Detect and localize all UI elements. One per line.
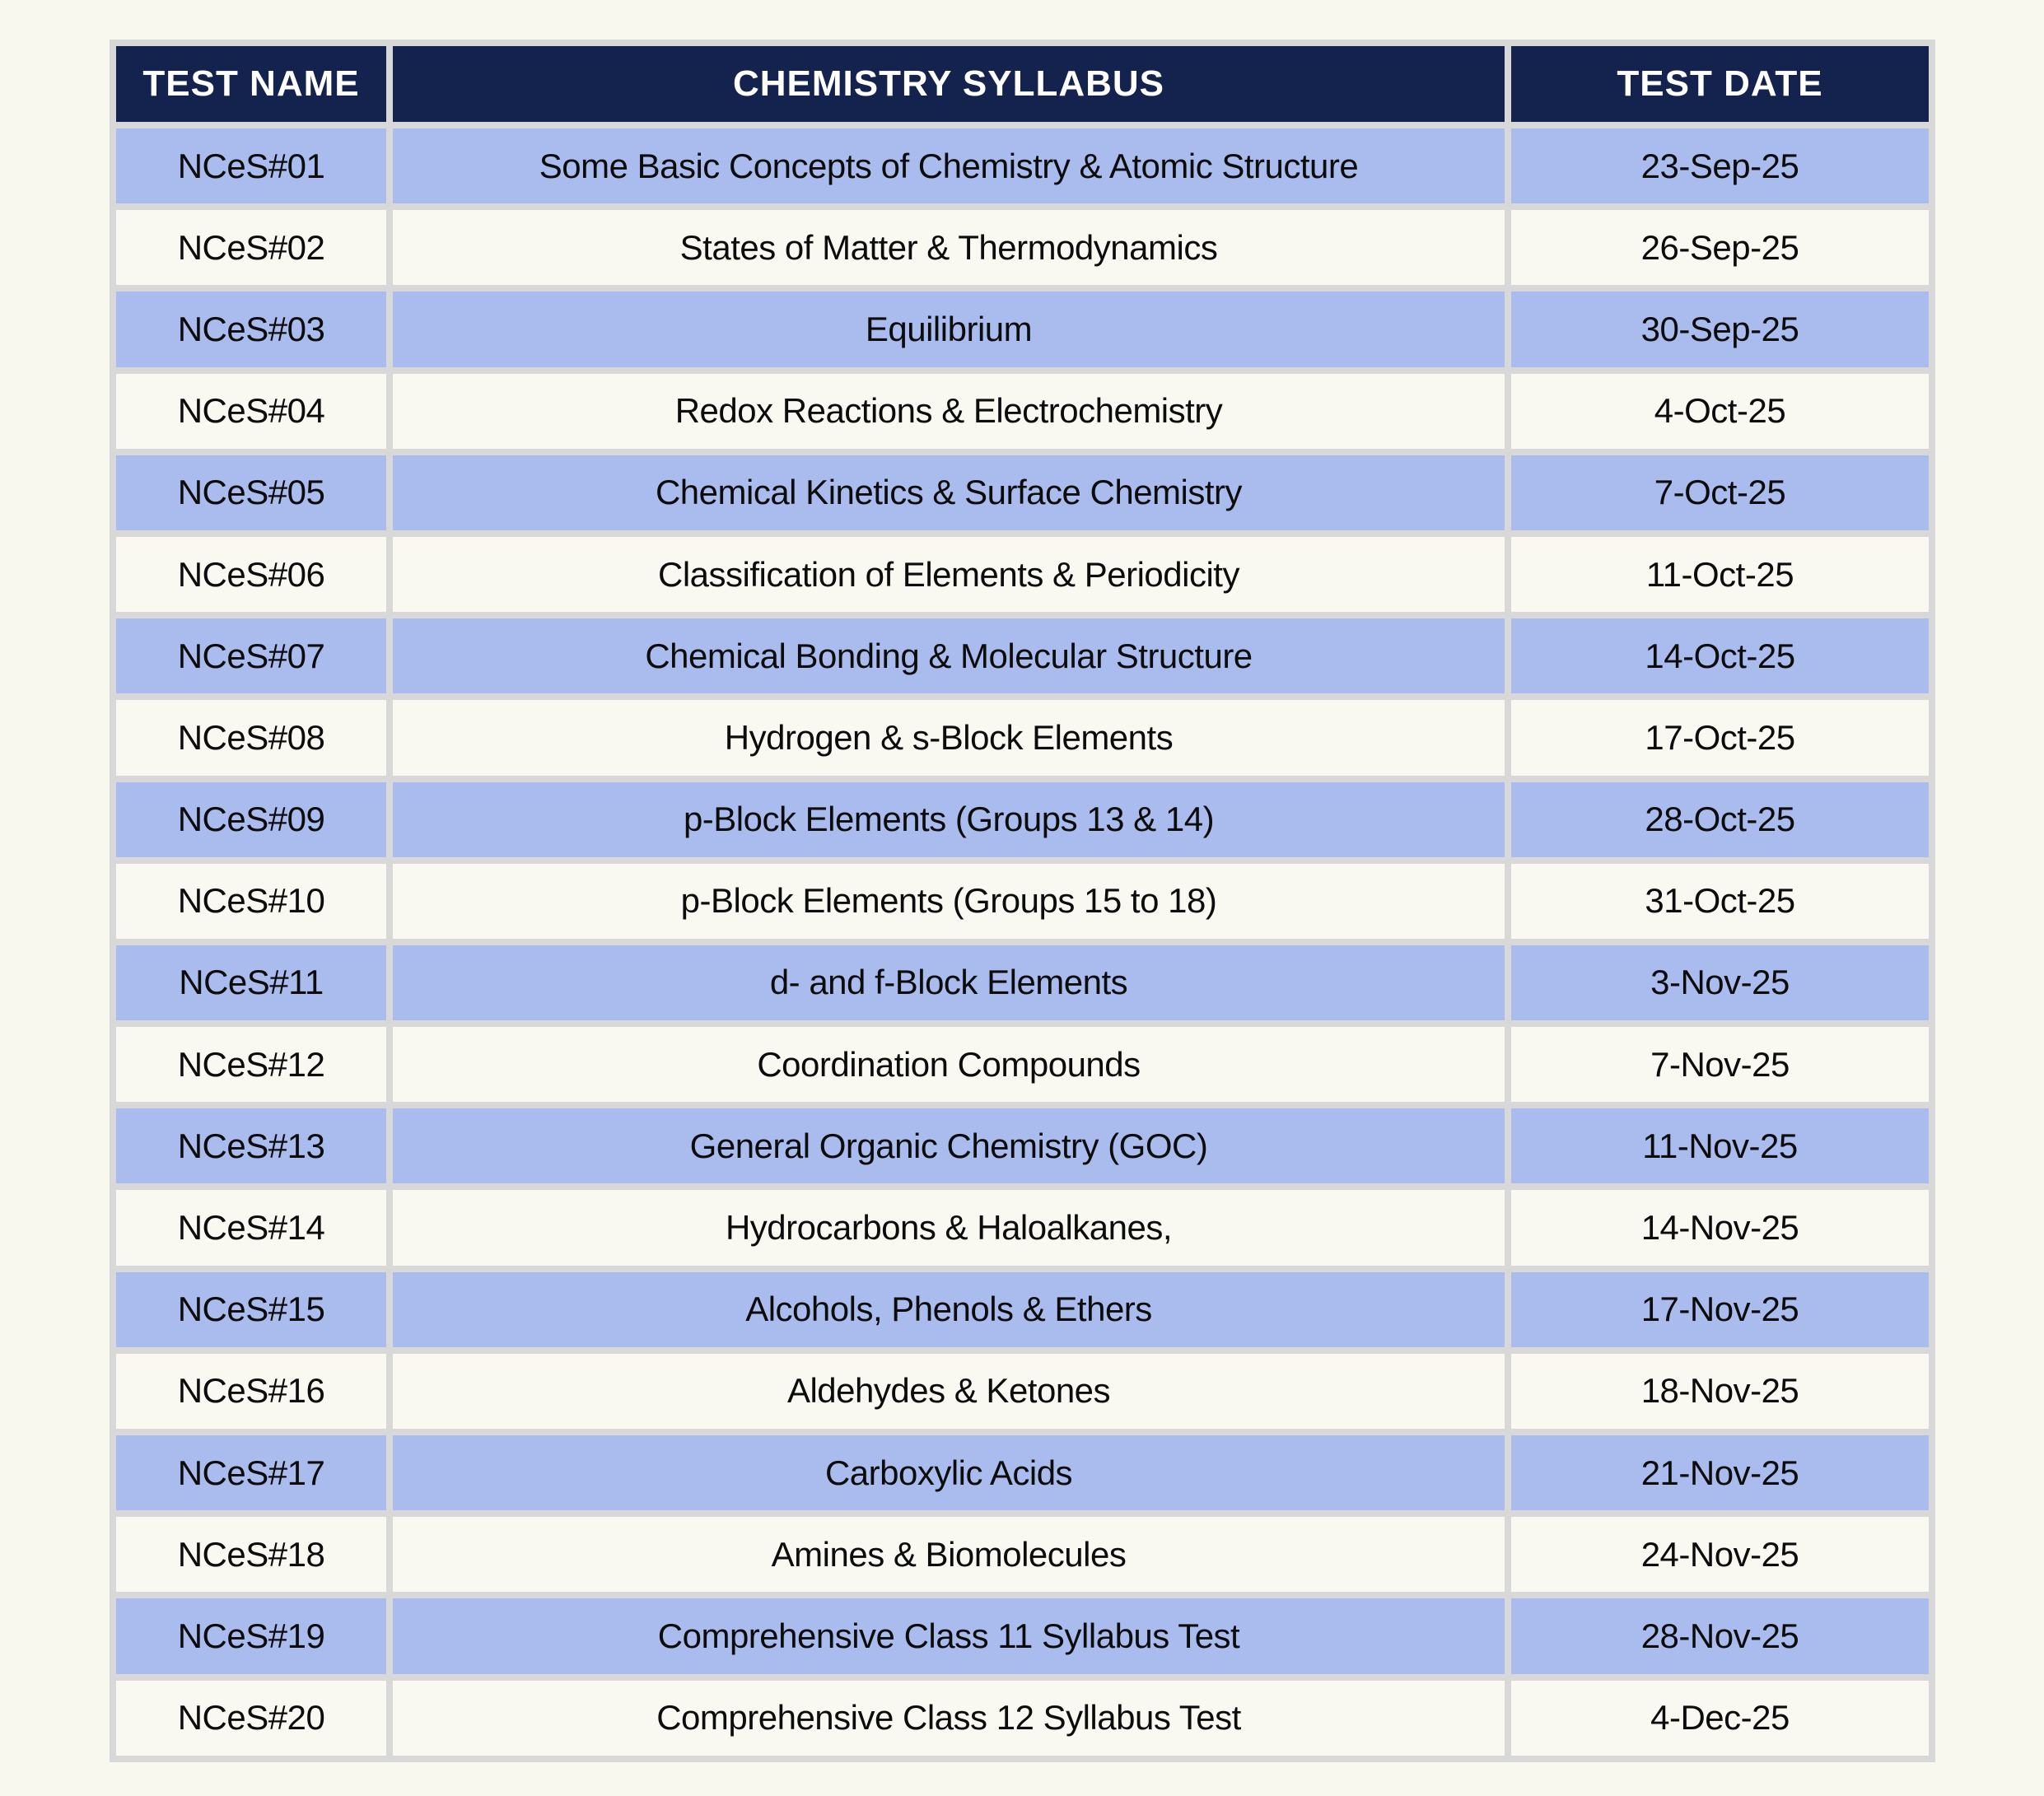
syllabus-cell: d- and f-Block Elements bbox=[393, 945, 1505, 1020]
table-row bbox=[116, 210, 1929, 285]
test-date-cell: 11-Oct-25 bbox=[1511, 537, 1929, 612]
syllabus-cell: Comprehensive Class 12 Syllabus Test bbox=[393, 1681, 1505, 1756]
test-date-cell: 30-Sep-25 bbox=[1511, 292, 1929, 366]
test-date-cell: 23-Sep-25 bbox=[1511, 128, 1929, 203]
table-row bbox=[116, 1517, 1929, 1592]
test-name-cell: NCeS#03 bbox=[116, 292, 386, 366]
table-row bbox=[116, 1598, 1929, 1673]
test-date-cell: 24-Nov-25 bbox=[1511, 1517, 1929, 1592]
test-date-cell: 18-Nov-25 bbox=[1511, 1354, 1929, 1429]
test-name-cell: NCeS#02 bbox=[116, 210, 386, 285]
test-name-cell: NCeS#09 bbox=[116, 782, 386, 857]
test-name-cell: NCeS#11 bbox=[116, 945, 386, 1020]
header-row bbox=[116, 46, 1929, 122]
column-header-chemistry-syllabus: CHEMISTRY SYLLABUS bbox=[393, 46, 1505, 122]
syllabus-cell: Chemical Kinetics & Surface Chemistry bbox=[393, 455, 1505, 530]
table-row bbox=[116, 782, 1929, 857]
test-name-cell: NCeS#07 bbox=[116, 618, 386, 693]
table-row bbox=[116, 1681, 1929, 1756]
syllabus-cell: Carboxylic Acids bbox=[393, 1435, 1505, 1510]
test-name-cell: NCeS#14 bbox=[116, 1190, 386, 1265]
test-name-cell: NCeS#16 bbox=[116, 1354, 386, 1429]
syllabus-cell: Coordination Compounds bbox=[393, 1027, 1505, 1102]
table-body bbox=[116, 128, 1929, 1756]
test-name-cell: NCeS#01 bbox=[116, 128, 386, 203]
test-name-cell: NCeS#19 bbox=[116, 1598, 386, 1673]
syllabus-cell: Equilibrium bbox=[393, 292, 1505, 366]
table-row bbox=[116, 1435, 1929, 1510]
test-name-cell: NCeS#12 bbox=[116, 1027, 386, 1102]
test-name-cell: NCeS#15 bbox=[116, 1272, 386, 1347]
table-row bbox=[116, 945, 1929, 1020]
syllabus-cell: States of Matter & Thermodynamics bbox=[393, 210, 1505, 285]
syllabus-cell: Some Basic Concepts of Chemistry & Atomic Structure bbox=[393, 128, 1505, 203]
table-row bbox=[116, 618, 1929, 693]
table-row bbox=[116, 700, 1929, 775]
test-date-cell: 17-Oct-25 bbox=[1511, 700, 1929, 775]
table-row bbox=[116, 864, 1929, 939]
table-row bbox=[116, 1108, 1929, 1183]
test-date-cell: 14-Oct-25 bbox=[1511, 618, 1929, 693]
syllabus-cell: Alcohols, Phenols & Ethers bbox=[393, 1272, 1505, 1347]
table-row bbox=[116, 292, 1929, 366]
syllabus-cell: General Organic Chemistry (GOC) bbox=[393, 1108, 1505, 1183]
test-name-cell: NCeS#18 bbox=[116, 1517, 386, 1592]
table-row bbox=[116, 1190, 1929, 1265]
table-row bbox=[116, 1354, 1929, 1429]
syllabus-cell: p-Block Elements (Groups 15 to 18) bbox=[393, 864, 1505, 939]
test-date-cell: 14-Nov-25 bbox=[1511, 1190, 1929, 1265]
table-row bbox=[116, 128, 1929, 203]
table-row bbox=[116, 455, 1929, 530]
test-name-cell: NCeS#17 bbox=[116, 1435, 386, 1510]
test-name-cell: NCeS#05 bbox=[116, 455, 386, 530]
test-name-cell: NCeS#13 bbox=[116, 1108, 386, 1183]
syllabus-cell: Chemical Bonding & Molecular Structure bbox=[393, 618, 1505, 693]
test-date-cell: 7-Nov-25 bbox=[1511, 1027, 1929, 1102]
test-schedule-table bbox=[110, 40, 1935, 1762]
syllabus-cell: Comprehensive Class 11 Syllabus Test bbox=[393, 1598, 1505, 1673]
test-name-cell: NCeS#08 bbox=[116, 700, 386, 775]
table-row bbox=[116, 374, 1929, 449]
table-row bbox=[116, 1272, 1929, 1347]
column-header-test-date: TEST DATE bbox=[1511, 46, 1929, 122]
test-date-cell: 3-Nov-25 bbox=[1511, 945, 1929, 1020]
table-row bbox=[116, 1027, 1929, 1102]
test-name-cell: NCeS#04 bbox=[116, 374, 386, 449]
test-date-cell: 28-Oct-25 bbox=[1511, 782, 1929, 857]
test-date-cell: 26-Sep-25 bbox=[1511, 210, 1929, 285]
test-date-cell: 7-Oct-25 bbox=[1511, 455, 1929, 530]
syllabus-cell: Aldehydes & Ketones bbox=[393, 1354, 1505, 1429]
syllabus-cell: Redox Reactions & Electrochemistry bbox=[393, 374, 1505, 449]
test-date-cell: 28-Nov-25 bbox=[1511, 1598, 1929, 1673]
syllabus-cell: Hydrocarbons & Haloalkanes, bbox=[393, 1190, 1505, 1265]
test-date-cell: 4-Oct-25 bbox=[1511, 374, 1929, 449]
column-header-test-name: TEST NAME bbox=[116, 46, 386, 122]
syllabus-cell: Hydrogen & s-Block Elements bbox=[393, 700, 1505, 775]
syllabus-cell: Classification of Elements & Periodicity bbox=[393, 537, 1505, 612]
test-name-cell: NCeS#10 bbox=[116, 864, 386, 939]
syllabus-cell: p-Block Elements (Groups 13 & 14) bbox=[393, 782, 1505, 857]
test-date-cell: 31-Oct-25 bbox=[1511, 864, 1929, 939]
test-date-cell: 21-Nov-25 bbox=[1511, 1435, 1929, 1510]
test-name-cell: NCeS#06 bbox=[116, 537, 386, 612]
test-date-cell: 11-Nov-25 bbox=[1511, 1108, 1929, 1183]
test-name-cell: NCeS#20 bbox=[116, 1681, 386, 1756]
syllabus-cell: Amines & Biomolecules bbox=[393, 1517, 1505, 1592]
test-date-cell: 17-Nov-25 bbox=[1511, 1272, 1929, 1347]
table-row bbox=[116, 537, 1929, 612]
test-date-cell: 4-Dec-25 bbox=[1511, 1681, 1929, 1756]
